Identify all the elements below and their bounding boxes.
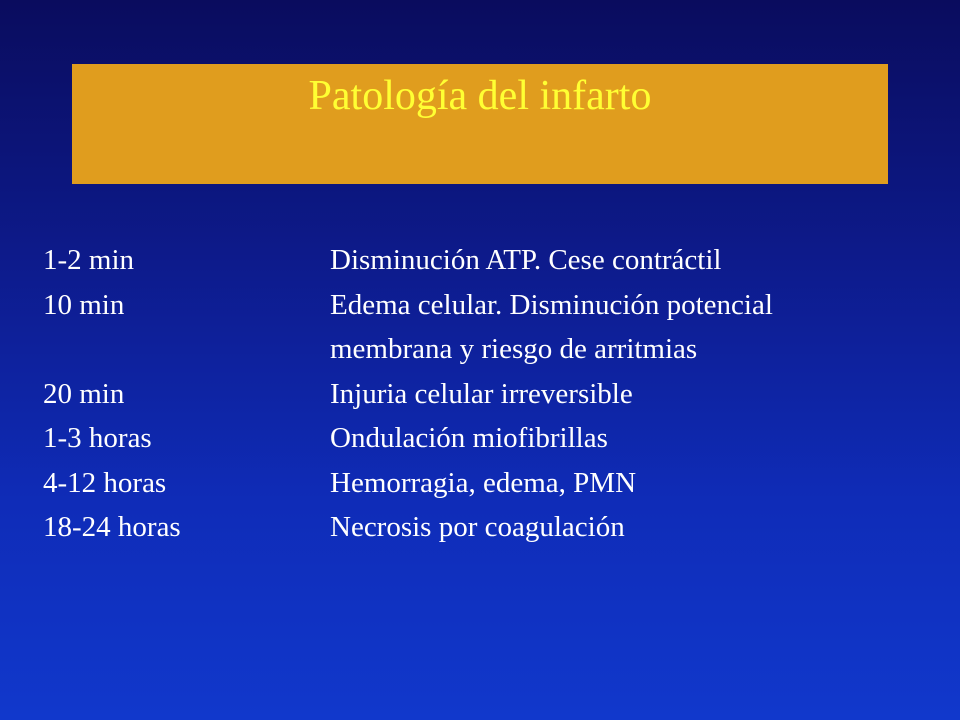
timeline-time: 1-2 min [43, 244, 135, 276]
timeline-time: 4-12 horas [43, 466, 167, 499]
timeline-event [330, 505, 923, 550]
timeline-time: 10 min [43, 288, 125, 321]
timeline-time: 20 min [43, 377, 125, 410]
slide-title: Patología del infarto [308, 73, 652, 119]
title-box [72, 64, 888, 184]
timeline-row [43, 238, 923, 283]
timeline-event-line: Injuria celular irreversible [330, 377, 633, 410]
timeline-event [330, 461, 923, 506]
timeline-row [43, 283, 923, 372]
timeline-row [43, 461, 923, 506]
timeline-row [43, 372, 923, 417]
timeline-event-line: membrana y riesgo de arritmias [330, 333, 698, 365]
timeline-row [43, 416, 923, 461]
timeline-time: 18-24 horas [43, 511, 181, 543]
timeline-event [330, 372, 923, 417]
timeline-event [330, 416, 923, 461]
timeline-row [43, 505, 923, 550]
timeline-event-line: Edema celular. Disminución potencial [330, 288, 773, 321]
timeline-event-line: Ondulación miofibrillas [330, 422, 608, 454]
timeline-event [330, 283, 923, 372]
timeline-list [43, 238, 923, 550]
timeline-event [330, 238, 923, 283]
timeline-time: 1-3 horas [43, 422, 152, 454]
timeline-event-line: Disminución ATP. Cese contráctil [330, 244, 722, 276]
timeline-event-line: Necrosis por coagulación [330, 511, 625, 543]
timeline-event-line: Hemorragia, edema, PMN [330, 466, 637, 499]
